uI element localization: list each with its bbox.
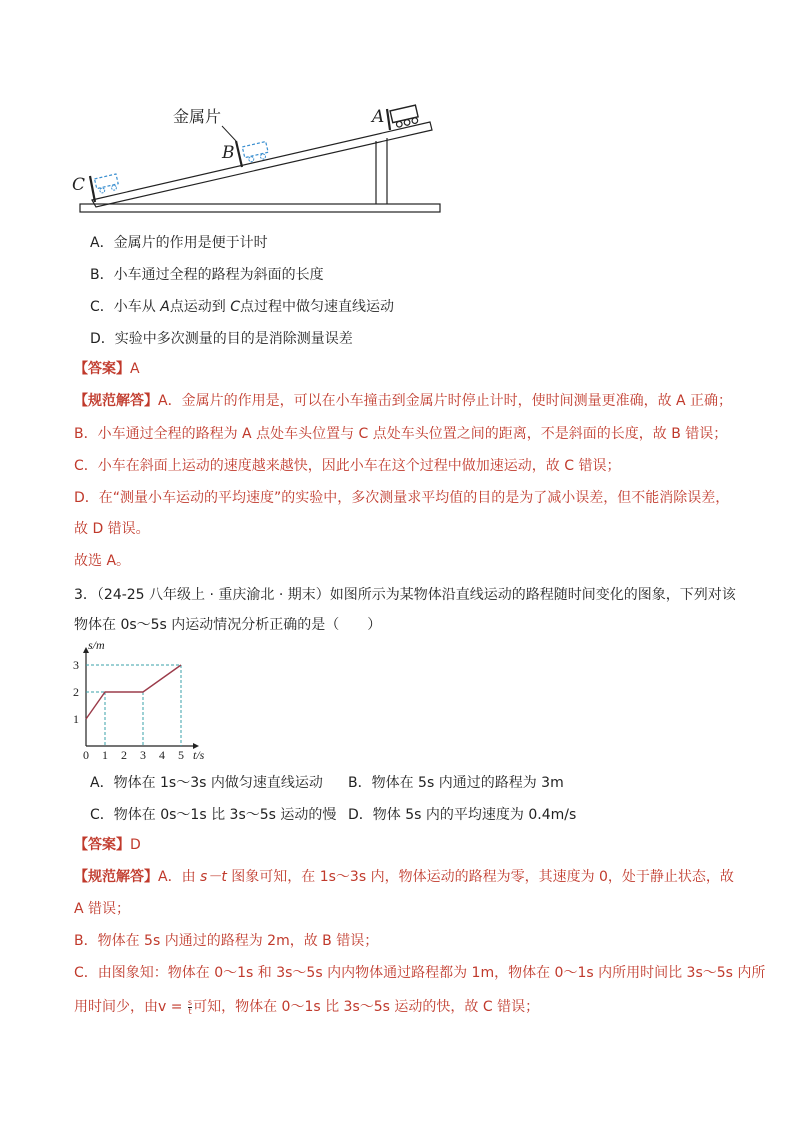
q2-option-c: C．小车从 A点运动到 C点过程中做匀速直线运动: [90, 299, 395, 315]
velocity-fraction: $\frac{s}{t}$: [187, 997, 193, 1016]
label-a: A: [372, 107, 385, 127]
y-tick-label: 1: [73, 712, 79, 726]
q2-explain-line-4: D．在“测量小车运动的平均速度”的实验中，多次测量求平均值的目的是为了减小误差，但不能消除误差，: [74, 490, 730, 506]
metal-strip-b: [236, 141, 242, 167]
cart-c: [95, 174, 120, 194]
q2-explain-line-5: 故 D 错误。: [74, 521, 150, 537]
q3-option-a: A．物体在 1s～3s 内做匀速直线运动: [90, 775, 323, 791]
q2-explain-line-1: 【规范解答】A．金属片的作用是，可以在小车撞击到金属片时停止计时，使时间测量更准确，故 A 正确；: [74, 393, 733, 409]
x-tick-label: 0: [83, 748, 89, 760]
x-tick-label: 5: [178, 748, 184, 760]
q3-explain-c-line-2: 用时间少，由v = $\frac{s}{t}$ 可知，物体在 0～1s 比 3s～5s 运动的快，故 C 错误；: [74, 997, 540, 1016]
q3-explain-b: B．物体在 5s 内通过的路程为 2m，故 B 错误；: [74, 933, 379, 949]
q2-option-a: A．金属片的作用是便于计时: [90, 235, 268, 251]
s-t-chart: [70, 636, 230, 760]
q2-explain-line-2: B．小车通过全程的路程为 A 点处车头位置与 C 点处车头位置之间的距离，不是斜面的长度，故 B 错误；: [74, 426, 728, 442]
q3-option-c: C．物体在 0s～1s 比 3s～5s 运动的慢: [90, 807, 337, 823]
q3-answer: 【答案】D: [74, 837, 141, 853]
metal-strip-c: [90, 176, 95, 202]
q2-option-b: B．小车通过全程的路程为斜面的长度: [90, 267, 324, 283]
label-b: B: [222, 143, 235, 163]
q3-explain-a-line-1: 【规范解答】A．由 s－t 图象可知，在 1s～3s 内，物体运动的路程为零，其速度为 0，处于静止状态，故: [74, 869, 734, 885]
label-c: C: [72, 175, 86, 195]
metal-strip-a: [387, 109, 390, 130]
q2-conclusion: 故选 A。: [74, 553, 131, 569]
x-tick-label: 3: [140, 748, 146, 760]
x-axis-label: t/s: [193, 748, 205, 760]
y-tick-label: 2: [73, 685, 79, 699]
x-tick-label: 2: [121, 748, 127, 760]
cart-a: [390, 105, 419, 128]
q2-answer: 【答案】A: [74, 361, 140, 377]
q3-stem-line-2: 物体在 0s～5s 内运动情况分析正确的是（ ）: [74, 617, 382, 633]
metal-label: 金属片: [173, 107, 222, 126]
x-tick-label: 4: [159, 748, 165, 760]
incline-figure: [60, 96, 460, 218]
q2-explain-line-3: C．小车在斜面上运动的速度越来越快，因此小车在这个过程中做加速运动，故 C 错误；: [74, 458, 621, 474]
base-board: [80, 204, 440, 212]
q3-stem-line-1: 3．（24-25 八年级上 · 重庆渝北 · 期末）如图所示为某物体沿直线运动的路程随时间变化的图象，下列对该: [74, 587, 736, 603]
y-tick-label: 3: [73, 658, 79, 672]
q3-explain-a-line-2: A 错误；: [74, 901, 131, 917]
q3-option-b: B．物体在 5s 内通过的路程为 3m: [348, 775, 564, 791]
q2-option-d: D．实验中多次测量的目的是消除测量误差: [90, 331, 353, 347]
incline-plane: [92, 122, 432, 207]
series-line: [86, 665, 181, 719]
q3-explain-c-line-1: C．由图象知：物体在 0～1s 和 3s～5s 内内物体通过路程都为 1m，物体在 0～1s 内所用时间比 3s～5s 内所: [74, 965, 766, 981]
x-tick-label: 1: [102, 748, 108, 760]
q3-option-d: D．物体 5s 内的平均速度为 0.4m/s: [348, 807, 577, 823]
y-axis-label: s/m: [88, 638, 105, 652]
